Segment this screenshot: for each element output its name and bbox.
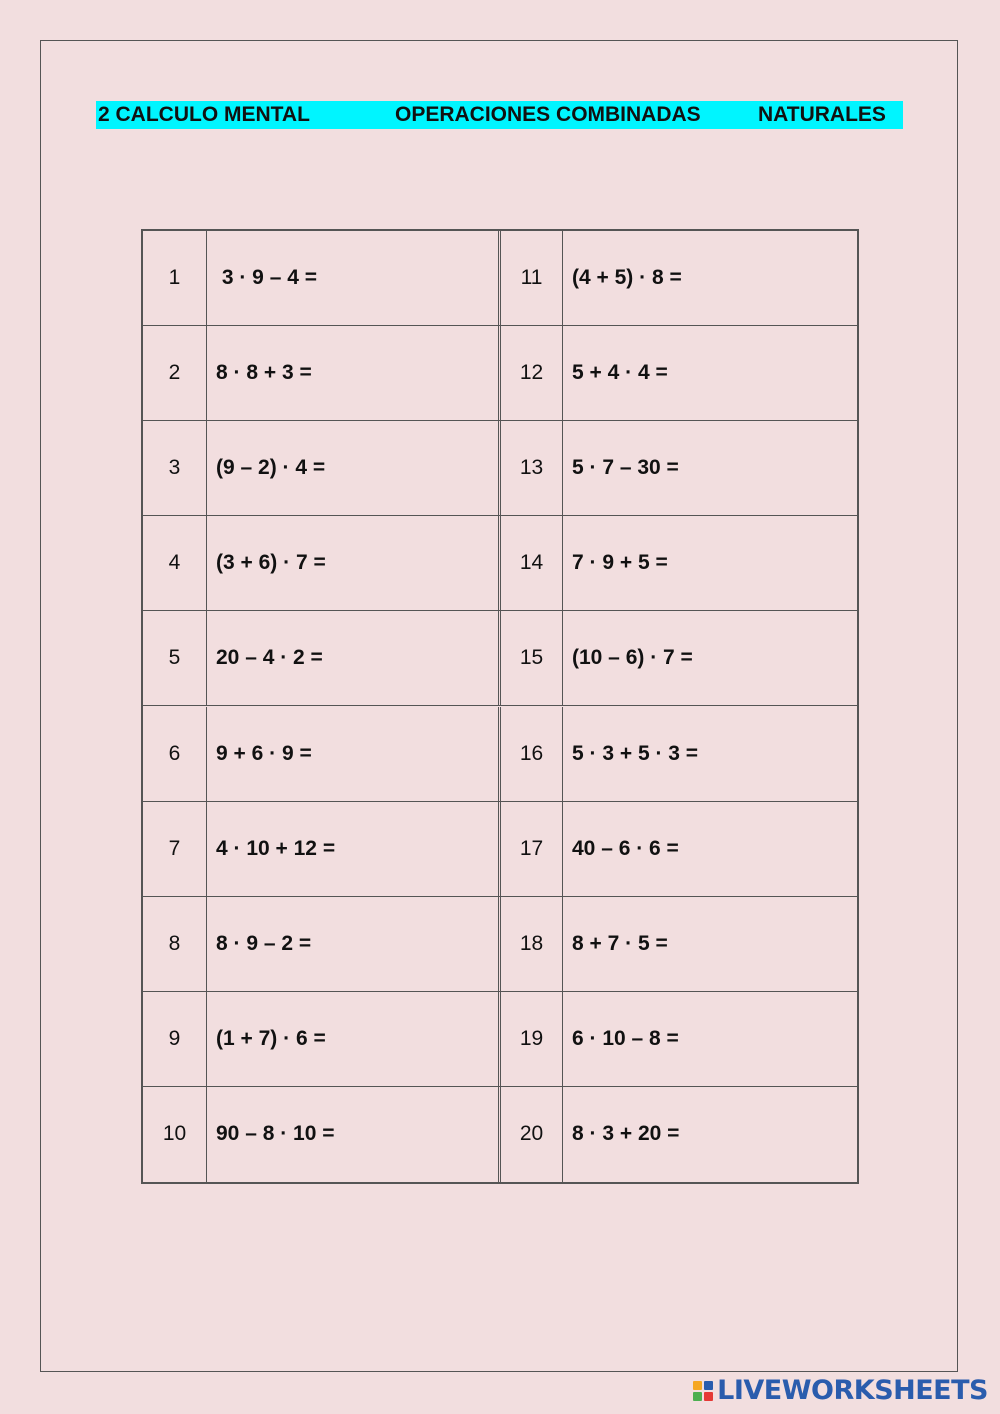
exercise-number: 4 xyxy=(143,516,207,610)
exercise-number: 3 xyxy=(143,421,207,515)
exercise-number: 14 xyxy=(501,516,563,610)
exercise-number: 7 xyxy=(143,802,207,896)
exercise-expression: (1 + 7) · 6 = xyxy=(207,992,501,1086)
table-row xyxy=(143,326,857,421)
exercise-expression: 5 · 3 + 5 · 3 = xyxy=(572,741,699,765)
exercise-expression: 7 · 9 + 5 = xyxy=(572,551,668,575)
exercise-expression: 8 · 9 – 2 = xyxy=(207,897,501,991)
exercise-number: 1 xyxy=(143,231,207,325)
exercise-number: 2 xyxy=(143,326,207,420)
exercise-number: 15 xyxy=(501,611,563,705)
exercise-expression: 5 · 7 – 30 = xyxy=(572,456,679,480)
exercise-expression: 90 – 8 · 10 = xyxy=(207,1087,501,1182)
exercise-number: 17 xyxy=(501,802,563,896)
table-row xyxy=(143,802,857,897)
liveworksheets-logo xyxy=(693,1375,988,1406)
table-row xyxy=(143,421,857,516)
exercise-number: 18 xyxy=(501,897,563,991)
exercise-number: 9 xyxy=(143,992,207,1086)
exercise-expression: 40 – 6 · 6 = xyxy=(572,836,679,860)
exercise-number: 6 xyxy=(143,707,207,801)
exercise-expression: (9 – 2) · 4 = xyxy=(207,421,501,515)
exercise-expression: 3 · 9 – 4 = xyxy=(207,231,501,325)
exercise-number: 13 xyxy=(501,421,563,515)
table-row xyxy=(143,992,857,1087)
liveworksheets-logo-icon xyxy=(693,1381,713,1401)
table-row xyxy=(143,611,857,706)
table-row xyxy=(143,897,857,992)
exercise-expression: 20 – 4 · 2 = xyxy=(207,611,501,705)
exercise-number: 12 xyxy=(501,326,563,420)
exercise-expression: 8 · 8 + 3 = xyxy=(207,326,501,420)
exercise-number: 16 xyxy=(501,707,563,801)
worksheet-title xyxy=(96,101,903,129)
exercise-expression: 8 · 3 + 20 = xyxy=(572,1122,680,1146)
table-row xyxy=(143,231,857,326)
exercise-number: 11 xyxy=(501,231,563,325)
exercise-expression: 6 · 10 – 8 = xyxy=(572,1026,679,1050)
exercise-number: 5 xyxy=(143,611,207,705)
exercise-number: 20 xyxy=(501,1087,563,1182)
exercise-expression: 8 + 7 · 5 = xyxy=(572,931,668,955)
title-part-2: OPERACIONES COMBINADAS xyxy=(395,103,701,126)
title-part-1: 2 CALCULO MENTAL xyxy=(98,103,310,126)
exercise-number: 19 xyxy=(501,992,563,1086)
table-row xyxy=(143,707,857,802)
exercise-expression: (3 + 6) · 7 = xyxy=(207,516,501,610)
exercise-expression: (10 – 6) · 7 = xyxy=(572,646,693,670)
exercise-number: 10 xyxy=(143,1087,207,1182)
table-row xyxy=(143,1087,857,1182)
exercise-table xyxy=(141,229,859,1184)
exercise-expression: 4 · 10 + 12 = xyxy=(207,802,501,896)
title-part-3: NATURALES xyxy=(758,103,886,126)
exercise-expression: 9 + 6 · 9 = xyxy=(207,707,501,801)
exercise-expression: (4 + 5) · 8 = xyxy=(572,266,682,290)
table-row xyxy=(143,516,857,611)
exercise-expression: 5 + 4 · 4 = xyxy=(572,361,668,385)
exercise-number: 8 xyxy=(143,897,207,991)
logo-text: LIVEWORKSHEETS xyxy=(717,1375,988,1406)
